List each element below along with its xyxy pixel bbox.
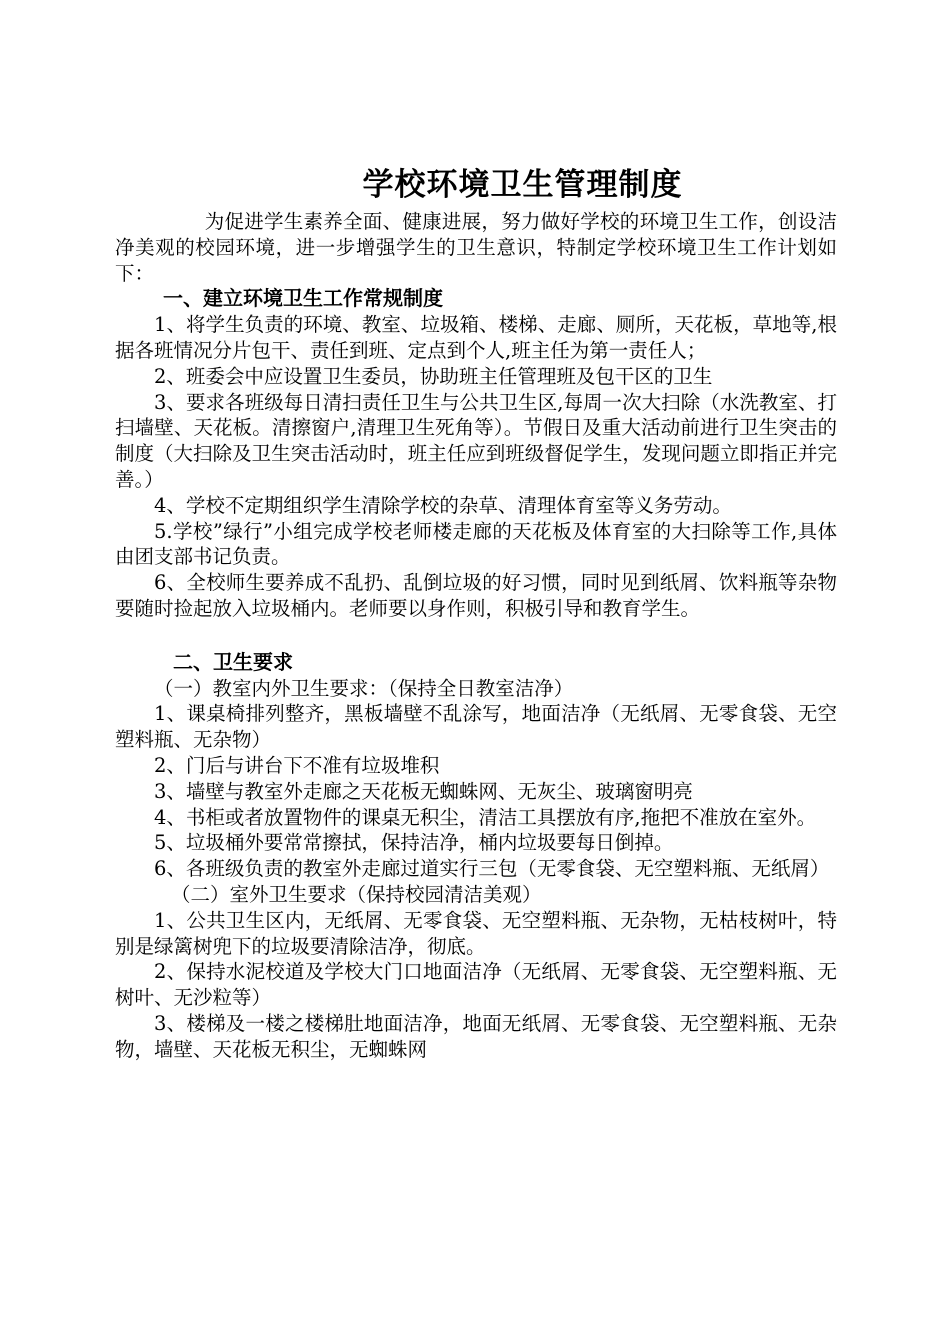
subsection2-item: 2、保持水泥校道及学校大门口地面洁净（无纸屑、无零食袋、无空塑料瓶、无树叶、无沙粒等） [115,960,837,1010]
subsection1-item: 5、垃圾桶外要常常擦拭，保持洁净，桶内垃圾要每日倒掉。 [154,831,674,855]
subsection1-item: 1、课桌椅排列整齐，黑板墙壁不乱涂写，地面洁净（无纸屑、无零食袋、无空塑料瓶、无杂物） [115,702,837,752]
section2-heading: 二、卫生要求 [173,649,293,674]
subsection2-item: 3、楼梯及一楼之楼梯肚地面洁净，地面无纸屑、无零食袋、无空塑料瓶、无杂物，墙壁、天花板无积尘，无蜘蛛网 [115,1011,837,1061]
subsection2-heading: （二）室外卫生要求（保持校园清洁美观） [171,882,542,906]
section1-item: 6、全校师生要养成不乱扔、乱倒垃圾的好习惯，同时见到纸屑、饮料瓶等杂物要随时捡起放入垃圾桶内。老师要以身作则，积极引导和教育学生。 [115,571,837,620]
section1-heading: 一、建立环境卫生工作常规制度 [163,286,443,311]
document-title: 学校环境卫生管理制度 [362,167,683,203]
subsection2-item: 1、公共卫生区内，无纸屑、无零食袋、无空塑料瓶、无杂物，无枯枝树叶，特别是绿篱树兜下的垃圾要清除洁净，彻底。 [115,908,837,958]
subsection1-item: 2、门后与讲台下不准有垃圾堆积 [154,753,440,777]
section1-item: 5.学校”绿行”小组完成学校老师楼走廊的天花板及体育室的大扫除等工作,具体由团支部书记负责。 [115,519,837,569]
subsection1-item: 6、各班级负责的教室外走廊过道实行三包（无零食袋、无空塑料瓶、无纸屑） [154,857,830,881]
section1-item: 4、学校不定期组织学生清除学校的杂草、清理体育室等义务劳动。 [154,493,732,517]
subsection1-heading: （一）教室内外卫生要求：（保持全日教室洁净） [154,676,574,700]
section1-item: 2、班委会中应设置卫生委员，协助班主任管理班及包干区的卫生 [154,364,713,388]
subsection1-item: 4、书柜或者放置物件的课桌无积尘，清洁工具摆放有序,拖把不准放在室外。 [154,805,817,829]
intro-paragraph: 为促进学生素养全面、健康进展，努力做好学校的环境卫生工作，创设洁净美观的校园环境，进一步增强学生的卫生意识，特制定学校环境卫生工作计划如下： [115,210,837,285]
section1-item: 3、要求各班级每日清扫责任卫生与公共卫生区,每周一次大扫除（水洗教室、打扫墙壁、天花板。清擦窗户,清理卫生死角等）。节假日及重大活动前进行卫生突击的制度（大扫除及卫生突击活动时，班主任应到班级督促学生，发现问题立即指正并完善。） [115,390,837,491]
subsection1-item: 3、墙壁与教室外走廊之天花板无蜘蛛网、无灰尘、玻璃窗明亮 [154,779,693,803]
document-body [115,209,837,1063]
section1-item: 1、将学生负责的环境、教室、垃圾箱、楼梯、走廊、厕所，天花板，草地等,根据各班情况分片包干、责任到班、定点到个人,班主任为第一责任人； [115,313,837,362]
